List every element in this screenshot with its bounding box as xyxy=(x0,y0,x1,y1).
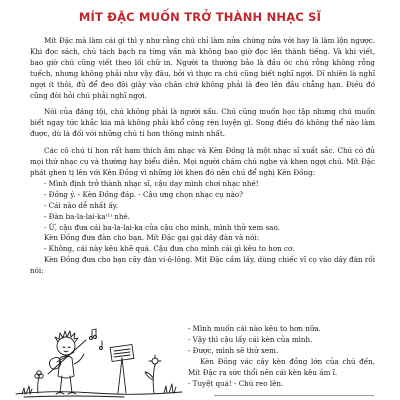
dialogue-line: - Tuyệt quá! - Chú reo lên. xyxy=(188,378,284,388)
narration-line: Kèn Đồng vác cây kèn đồng lớn của chú đến, Mít Đặc ra sức thổi nên cái kèn kêu ầm ĩ. xyxy=(188,356,375,377)
narration-line: Kèn Đồng đưa cho bạn cây đàn vi-ô-lông. Mít Đặc cầm lấy, dùng chiếc vĩ cọ vào dây đàn rồi nói: xyxy=(30,255,375,276)
paragraph-music: Các cô chú tí hon rất ham thích âm nhạc và Kèn Đồng là một nhạc sĩ xuất sắc. Chú có đủ mọi thứ nhạc cụ và thường hay biểu diễn. Mọi người chăm chú nghe và khen ngợi chú. Mít Đặc phát ghen tị lên với Kèn Đồng vì những lời khen đó nên chú để nghị Kèn Đồng: xyxy=(30,146,375,177)
paragraph-character: Nói của đáng tội, chú không phải là người xấu. Chú cũng muốn học tập nhưng chú muốn biết ngay tức khắc kia mà không phải khổ công rèn luyện gì. Song điều đó không thể nào làm được, dù là đối với những chú tí hon thông minh nhất. xyxy=(30,107,375,139)
page-title: MÍT ĐẶC MUỐN TRỞ THÀNH NHẠC SĨ xyxy=(78,10,322,24)
footnote-divider xyxy=(214,395,374,396)
dialogue-line: - Mình muốn cái nào kêu to hơn nữa. xyxy=(188,324,321,333)
dialogue-line: - Đàn ba-la-lai-ka⁽¹⁾ nhé. xyxy=(44,211,130,221)
dialogue-line: - Cái nào dễ nhất ấy. xyxy=(44,200,119,210)
dialogue-line: - Ừ, cậu đưa cái ba-la-lai-ka của cậu cho mình, mình thử xem sao. xyxy=(44,222,280,232)
story-body xyxy=(30,36,375,277)
narration-line: Kèn Đồng đưa đàn cho bạn. Mít Đặc gại gại dây đàn và nói: xyxy=(44,233,260,243)
paragraph-intro: Mít Đặc mà làm cái gì thì y như rằng chú chỉ làm nửa chừng nửa với hay là làm lộn ngược. Khi đọc sách, chú tách bạch ra từng vần mà không bao giờ đọc lên thành tiếng. Và khi viết, bao giờ chú cũng viết theo lối chữ in. Người ta thường bảo là đầu óc chú rỗng không rỗng tuếch, nhưng không phải như vậy đâu, bởi vì thực ra chú cũng biết nghĩ ngợi. Dĩ nhiên là nghĩ ngợi ít thôi, đủ để đeo đôi giày vào chân chứ không phải là đeo lên đầu chẳng hạn. Điều đó cũng đòi hỏi chú phải nghĩ ngợi. xyxy=(30,36,375,100)
story-continuation xyxy=(188,324,375,389)
dialogue-line: - Vậy thì cậu lấy cái kèn của mình. xyxy=(188,334,313,344)
dialogue-line: - Đồng ý. - Kèn Đồng đáp. - Cậu ưng chọn nhạc cụ nào? xyxy=(44,189,243,199)
dialogue-line: - Được, mình sẽ thử xem. xyxy=(188,345,279,355)
dialogue-line: - Mình định trở thành nhạc sĩ, cậu dạy mình chơi nhạc nhé! xyxy=(44,178,259,188)
boy-playing-violin-illustration xyxy=(14,318,184,400)
dialogue-line: - Không, cái này kêu khẽ quá. Cậu đưa cho mình cái gì kêu to hơn cơ. xyxy=(44,244,295,254)
